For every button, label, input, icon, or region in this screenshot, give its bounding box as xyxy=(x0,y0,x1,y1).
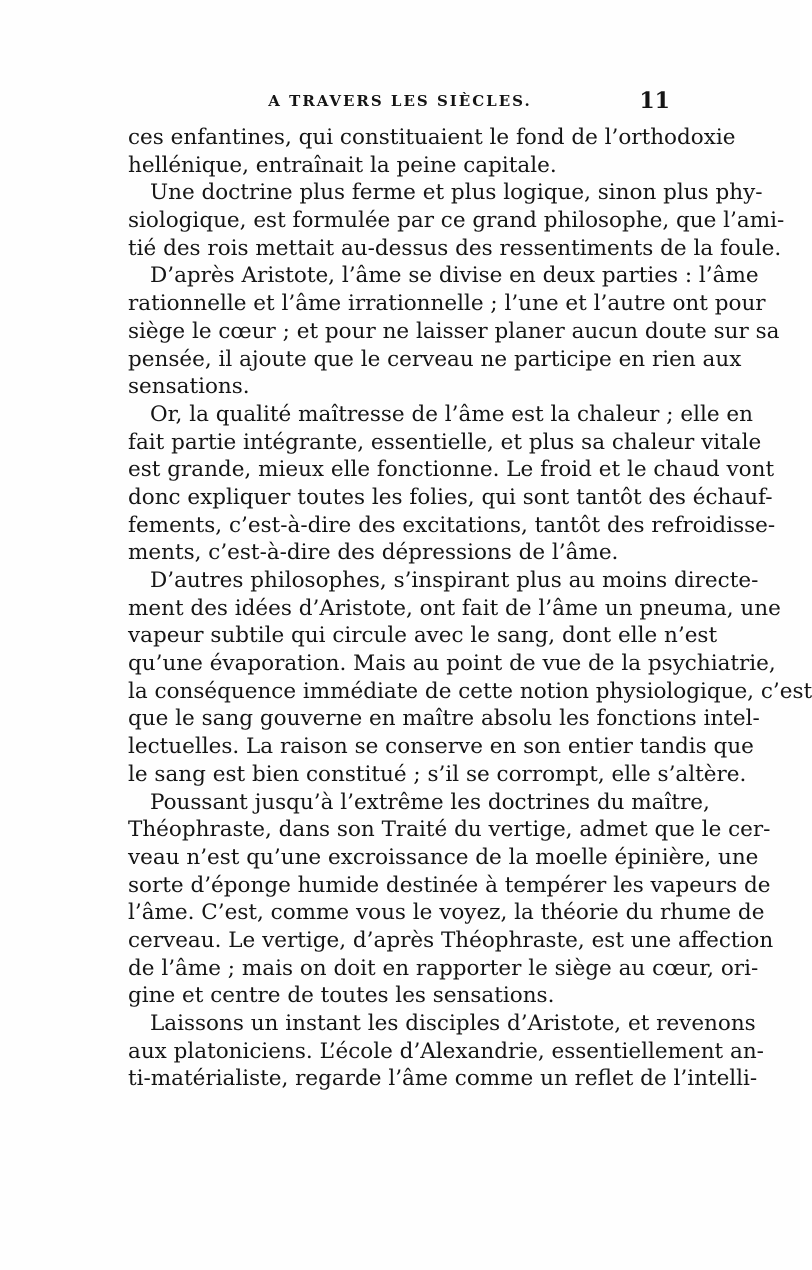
text-line: sensations. xyxy=(128,374,250,400)
text-line: siège le cœur ; et pour ne laisser planer aucun doute sur sa xyxy=(128,318,780,344)
text-line: Poussant jusqu’à l’extrême les doctrines du maître, xyxy=(150,789,710,815)
text-line: ment des idées d’Aristote, ont fait de l’âme un pneuma, une xyxy=(128,595,781,621)
text-line: veau n’est qu’une excroissance de la moelle épinière, une xyxy=(128,844,759,870)
text-line: que le sang gouverne en maître absolu les fonctions intel- xyxy=(128,706,760,732)
text-line: donc expliquer toutes les folies, qui sont tantôt des échauf- xyxy=(128,484,773,510)
body-text xyxy=(128,124,812,1164)
text-line: est grande, mieux elle fonctionne. Le froid et le chaud vont xyxy=(128,457,775,483)
text-line: gine et centre de toutes les sensations. xyxy=(128,983,555,1009)
text-line: l’âme. C’est, comme vous le voyez, la théorie du rhume de xyxy=(128,900,765,926)
text-line: aux platoniciens. L’école d’Alexandrie, essentiellement an- xyxy=(128,1038,764,1064)
running-title: A TRAVERS LES SIÈCLES. xyxy=(268,92,532,110)
text-line: vapeur subtile qui circule avec le sang, dont elle n’est xyxy=(128,623,718,649)
text-line: qu’une évaporation. Mais au point de vue de la psychiatrie, xyxy=(128,651,776,677)
text-line: Une doctrine plus ferme et plus logique, sinon plus phy- xyxy=(150,180,763,206)
text-line: D’autres philosophes, s’inspirant plus au moins directe- xyxy=(150,568,759,593)
text-line: fait partie intégrante, essentielle, et plus sa chaleur vitale xyxy=(128,429,762,455)
text-line: le sang est bien constitué ; s’il se corrompt, elle s’altère. xyxy=(128,761,747,787)
text-line: rationnelle et l’âme irrationnelle ; l’une et l’autre ont pour xyxy=(128,291,766,317)
text-line: Théophraste, dans son Traité du vertige, admet que le cer- xyxy=(128,817,771,843)
running-head xyxy=(130,88,670,120)
text-line: fements, c’est-à-dire des excitations, tantôt des refroidisse- xyxy=(128,512,776,538)
text-line: ments, c’est-à-dire des dépressions de l’âme. xyxy=(128,540,619,566)
text-line: ces enfantines, qui constituaient le fond de l’orthodoxie xyxy=(128,125,736,150)
text-line: la conséquence immédiate de cette notion physiologique, c’est xyxy=(128,678,812,704)
text-line: Laissons un instant les disciples d’Aristote, et revenons xyxy=(150,1011,756,1036)
text-line: lectuelles. La raison se conserve en son entier tandis que xyxy=(128,734,754,760)
text-line: ti-matérialiste, regarde l’âme comme un reflet de l’intelli- xyxy=(128,1066,758,1092)
text-line: sorte d’éponge humide destinée à tempérer les vapeurs de xyxy=(128,872,771,898)
text-line: D’après Aristote, l’âme se divise en deux parties : l’âme xyxy=(150,263,759,289)
text-line: tié des rois mettait au-dessus des ressentiments de la foule. xyxy=(128,235,782,261)
text-line: Or, la qualité maîtresse de l’âme est la chaleur ; elle en xyxy=(150,401,753,427)
text-line: de l’âme ; mais on doit en rapporter le siège au cœur, ori- xyxy=(128,955,759,981)
text-line: pensée, il ajoute que le cerveau ne participe en rien aux xyxy=(128,346,742,372)
text-line: hellénique, entraînait la peine capitale. xyxy=(128,152,557,178)
page-number: 11 xyxy=(639,88,670,114)
text-line: siologique, est formulée par ce grand philosophe, que l’ami- xyxy=(128,208,785,234)
text-line: cerveau. Le vertige, d’après Théophraste, est une affection xyxy=(128,927,774,953)
